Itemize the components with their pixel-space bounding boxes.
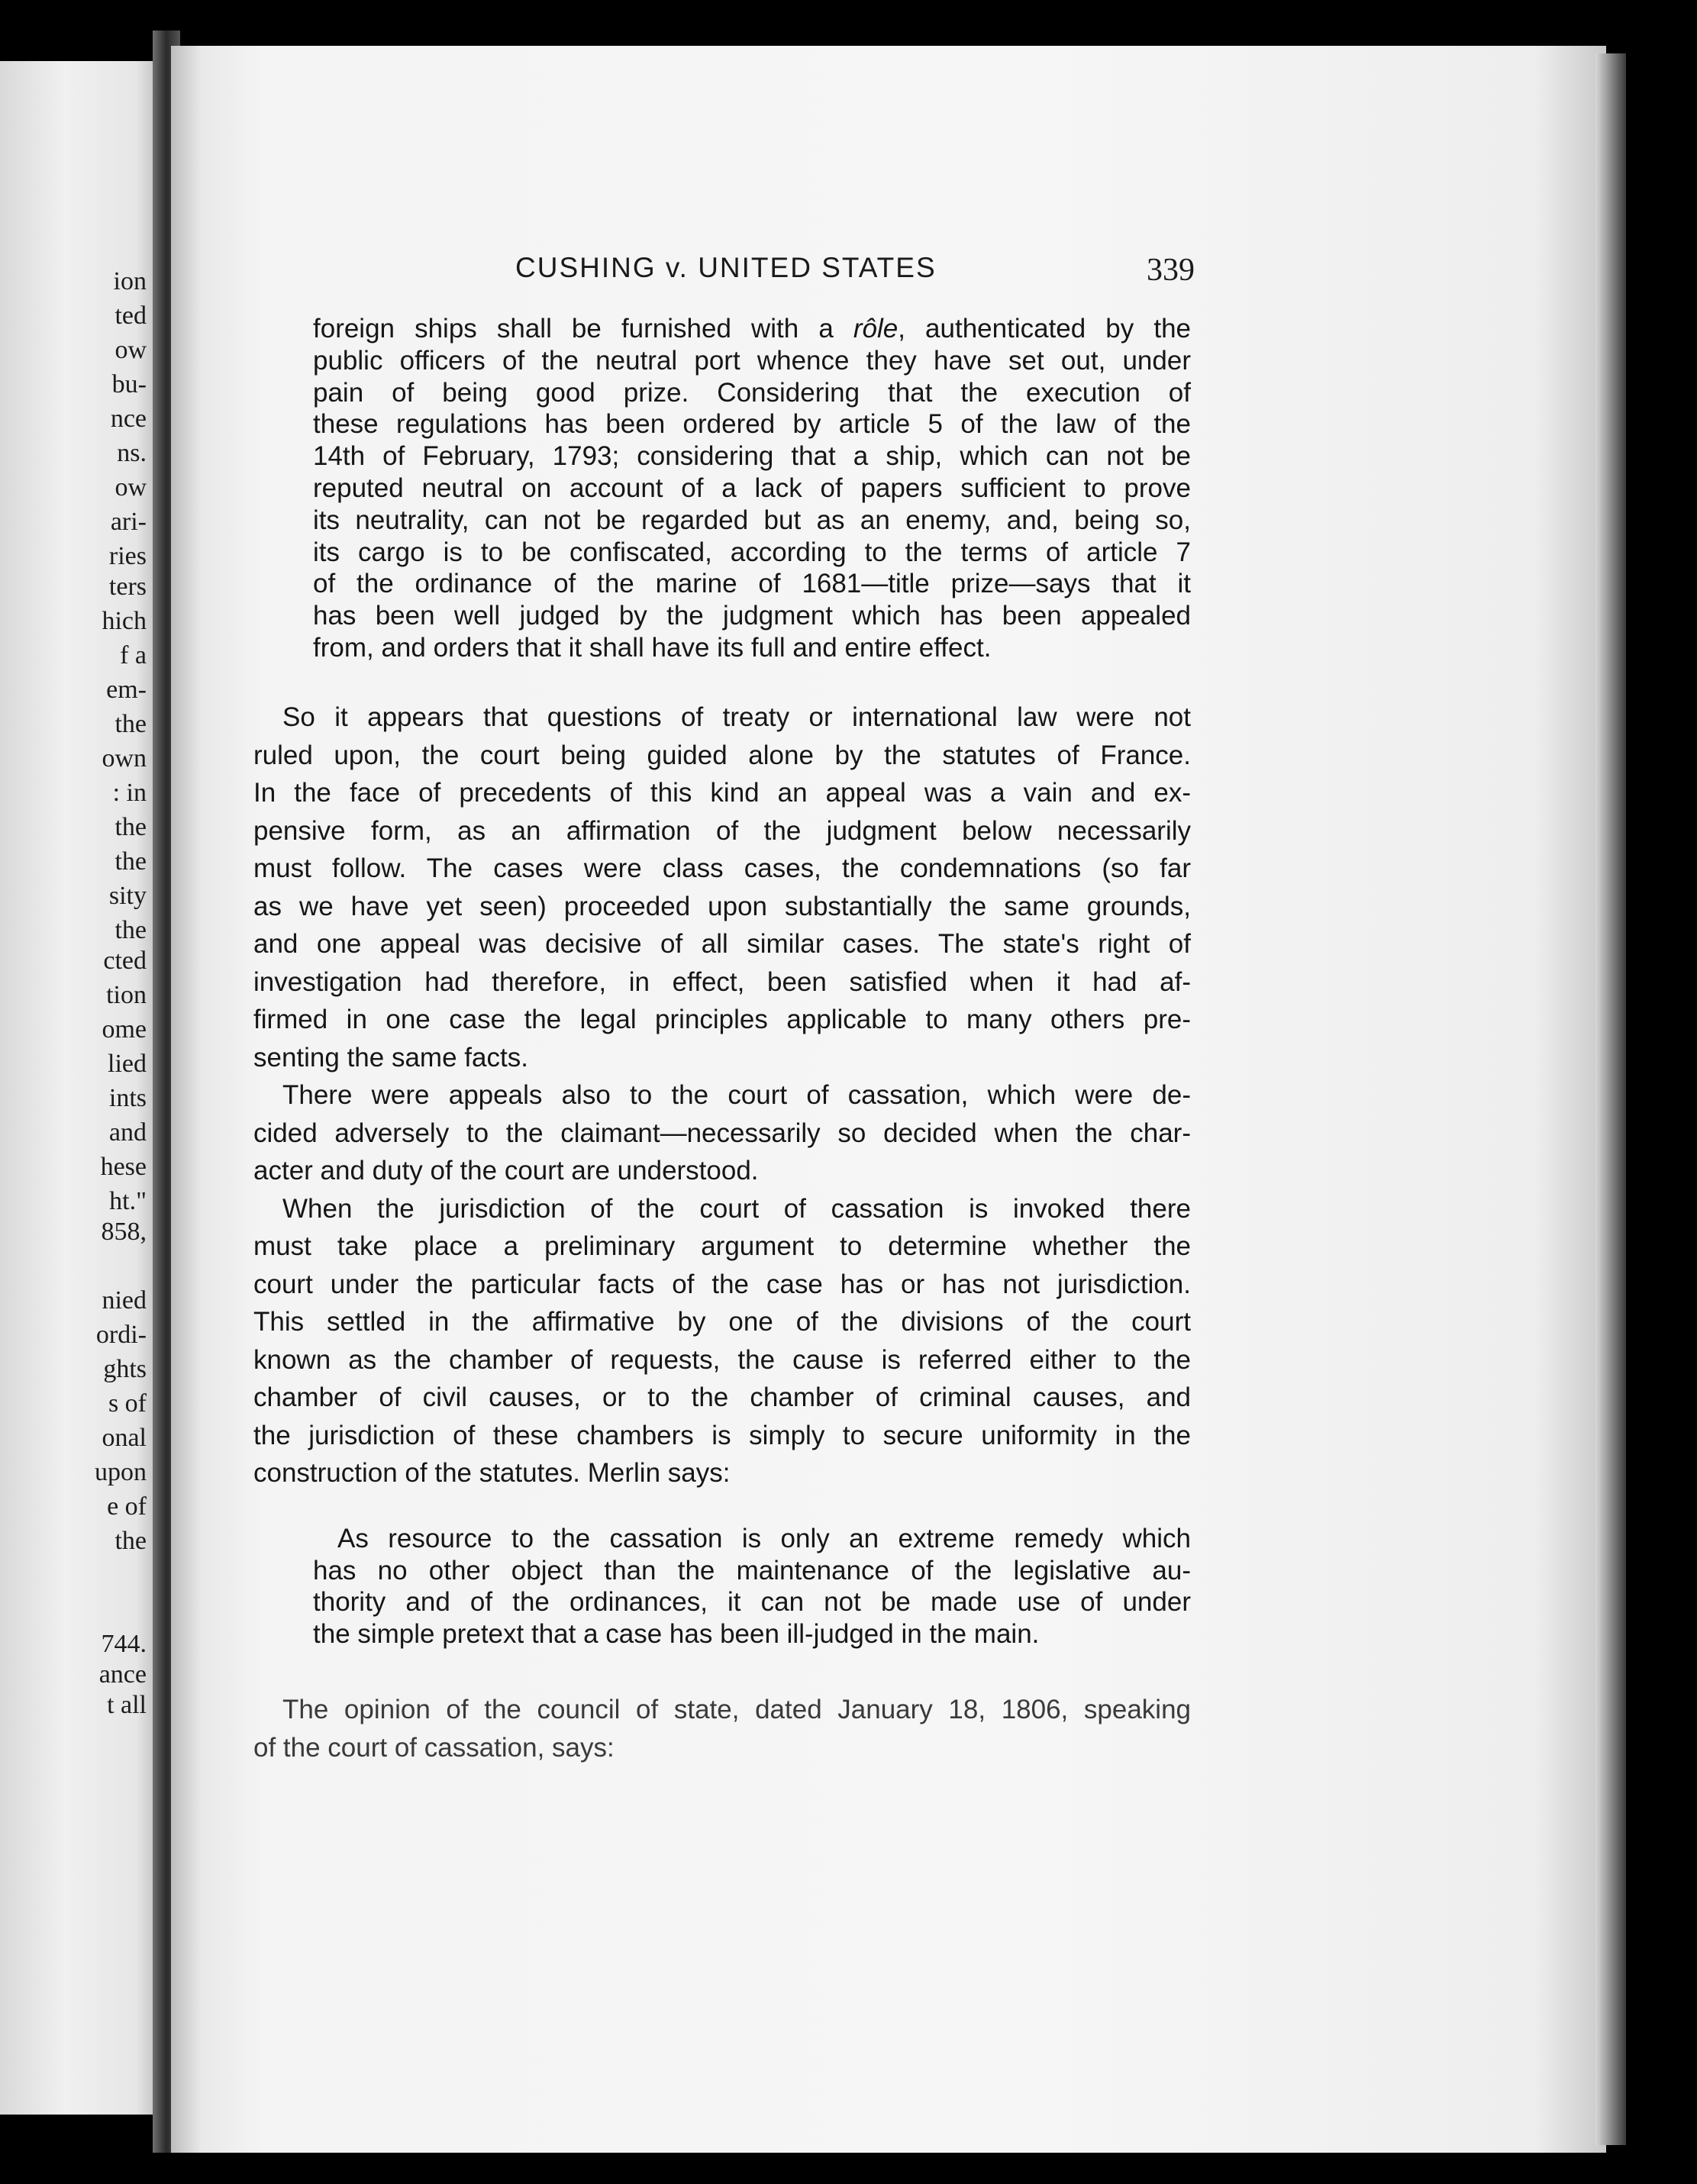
text-line: 14th of February, 1793; considering that a ship, which can not be xyxy=(313,441,1191,472)
left-page-text-fragment: the xyxy=(115,916,147,944)
text-line: acter and duty of the court are understood. xyxy=(253,1156,759,1186)
left-page-text-fragment: own xyxy=(102,744,147,773)
page-number: 339 xyxy=(1147,253,1195,288)
block-quote-merlin xyxy=(313,1523,1191,1650)
left-page-text-fragment: hese xyxy=(100,1153,147,1181)
text-line: firmed in one case the legal principles applicable to many others pre- xyxy=(253,1005,1191,1034)
left-page-text-fragment: : in xyxy=(112,779,147,807)
left-page-text-fragment: ns. xyxy=(117,439,147,467)
left-page-text-fragment: onal xyxy=(102,1424,147,1452)
text-line: There were appeals also to the court of cassation, which were de- xyxy=(282,1080,1191,1110)
left-page-text-fragment: ow xyxy=(115,336,147,364)
left-page-text-fragment: ow xyxy=(115,473,147,502)
left-page-text-fragment: tion xyxy=(106,981,147,1009)
left-page-text-fragment: ghts xyxy=(103,1355,147,1383)
text-line: As resource to the cassation is only an extreme remedy which xyxy=(337,1524,1191,1553)
page-edge-shadow xyxy=(1595,53,1626,2145)
left-page-text-fragment: ries xyxy=(108,542,147,570)
left-page-text-fragment: ted xyxy=(115,302,147,330)
text-line: construction of the statutes. Merlin says: xyxy=(253,1458,731,1488)
left-page-text-fragment: em- xyxy=(106,676,147,704)
text-line: public officers of the neutral port whence they have set out, under xyxy=(313,345,1191,376)
left-page-text-fragment: ht." xyxy=(109,1187,147,1215)
text-line: pensive form, as an affirmation of the judgment below necessarily xyxy=(253,815,1191,846)
paragraph-jurisdiction xyxy=(253,1190,1191,1492)
text-line: In the face of precedents of this kind an appeal was a vain and ex- xyxy=(253,778,1191,808)
block-quote-top xyxy=(313,313,1191,664)
text-line: foreign ships shall be furnished with a rôle, authenticated by the xyxy=(313,314,1191,344)
text-line: as we have yet seen) proceeded upon substantially the same grounds, xyxy=(253,891,1191,921)
left-page-text-fragment: the xyxy=(115,710,147,738)
text-line: chamber of civil causes, or to the chamber of criminal causes, and xyxy=(253,1382,1191,1412)
left-page-text-fragment: e of xyxy=(107,1492,147,1521)
text-line: from, and orders that it shall have its full and entire effect. xyxy=(313,632,992,663)
left-page-text-fragment: s of xyxy=(108,1389,147,1418)
text-line: This settled in the affirmative by one of the divisions of the court xyxy=(253,1307,1191,1337)
text-line: has been well judged by the judgment which has been appealed xyxy=(313,601,1191,631)
left-page-text-fragment: sity xyxy=(108,882,147,910)
text-line: So it appears that questions of treaty or international law were not xyxy=(282,702,1191,732)
left-page-text-fragment: 744. xyxy=(101,1630,147,1658)
text-line: the simple pretext that a case has been ill-judged in the main. xyxy=(313,1618,1040,1649)
text-line: The opinion of the council of state, dated January 18, 1806, speaking xyxy=(282,1695,1191,1724)
body-text xyxy=(253,698,1191,1492)
text-line: of the court of cassation, says: xyxy=(253,1733,615,1763)
text-line: its neutrality, can not be regarded but as an enemy, and, being so, xyxy=(313,505,1191,535)
left-page-text-fragment: t all xyxy=(107,1691,147,1719)
text-line: the jurisdiction of these chambers is simply to secure uniformity in the xyxy=(253,1420,1191,1450)
left-page-text-fragment: and xyxy=(108,1118,147,1147)
text-line: investigation had therefore, in effect, been satisfied when it had af- xyxy=(253,966,1191,997)
text-line: known as the chamber of requests, the cause is referred either to the xyxy=(253,1344,1191,1375)
text-line: of the ordinance of the marine of 1681—title prize—says that it xyxy=(313,569,1191,599)
left-page-text-fragment: ance xyxy=(98,1660,147,1689)
text-line: its cargo is to be confiscated, according to the terms of article 7 xyxy=(313,537,1191,567)
left-page-text-fragment: upon xyxy=(95,1458,147,1486)
paragraph-cassation-appeals xyxy=(253,1076,1191,1190)
text-line: senting the same facts. xyxy=(253,1042,528,1073)
text-line: When the jurisdiction of the court of cassation is invoked there xyxy=(282,1193,1191,1224)
left-page-text-fragment: ion xyxy=(113,267,147,295)
left-page-text-fragment: ari- xyxy=(110,508,147,536)
text-line: cided adversely to the claimant—necessarily so decided when the char- xyxy=(253,1118,1191,1148)
left-page-fragment xyxy=(0,61,160,2115)
left-page-text-fragment: the xyxy=(115,1527,147,1555)
text-line: has no other object than the maintenance of the legislative au- xyxy=(313,1555,1191,1586)
left-page-text-fragment: lied xyxy=(108,1050,147,1078)
running-title: CUSHING v. UNITED STATES xyxy=(515,252,937,283)
paragraph-council-of-state xyxy=(253,1691,1191,1767)
text-line: reputed neutral on account of a lack of papers sufficient to prove xyxy=(313,473,1191,503)
left-page-text-fragment: cted xyxy=(103,947,147,975)
text-line: thority and of the ordinances, it can not be made use of under xyxy=(313,1587,1191,1617)
text-line: these regulations has been ordered by article 5 of the law of the xyxy=(313,409,1191,440)
left-page-text-fragment: nied xyxy=(102,1286,147,1315)
left-page-text-fragment: ters xyxy=(108,573,147,601)
left-page-text-fragment: ordi- xyxy=(95,1321,147,1349)
left-page-text-fragment: bu- xyxy=(111,370,147,398)
left-page-text-fragment: the xyxy=(115,813,147,841)
left-page-text-fragment: hich xyxy=(102,607,147,635)
left-page-text-fragment: the xyxy=(115,847,147,876)
left-page-text-fragment: f a xyxy=(120,641,147,669)
text-line: must take place a preliminary argument to determine whether the xyxy=(253,1231,1191,1261)
text-line: court under the particular facts of the case has or has not jurisdiction. xyxy=(253,1269,1191,1299)
text-line: must follow. The cases were class cases, the condemnations (so far xyxy=(253,853,1191,883)
paragraph-precedents xyxy=(253,698,1191,1076)
text-line: and one appeal was decisive of all similar cases. The state's right of xyxy=(253,929,1191,959)
left-page-text-fragment: ints xyxy=(108,1084,147,1112)
left-page-text-fragment: ome xyxy=(102,1015,147,1044)
left-page-text-fragment: 858, xyxy=(101,1218,147,1246)
text-line: ruled upon, the court being guided alone by the statutes of France. xyxy=(253,740,1191,770)
left-page-text-fragment: nce xyxy=(110,405,147,433)
text-line: pain of being good prize. Considering that the execution of xyxy=(313,377,1191,408)
